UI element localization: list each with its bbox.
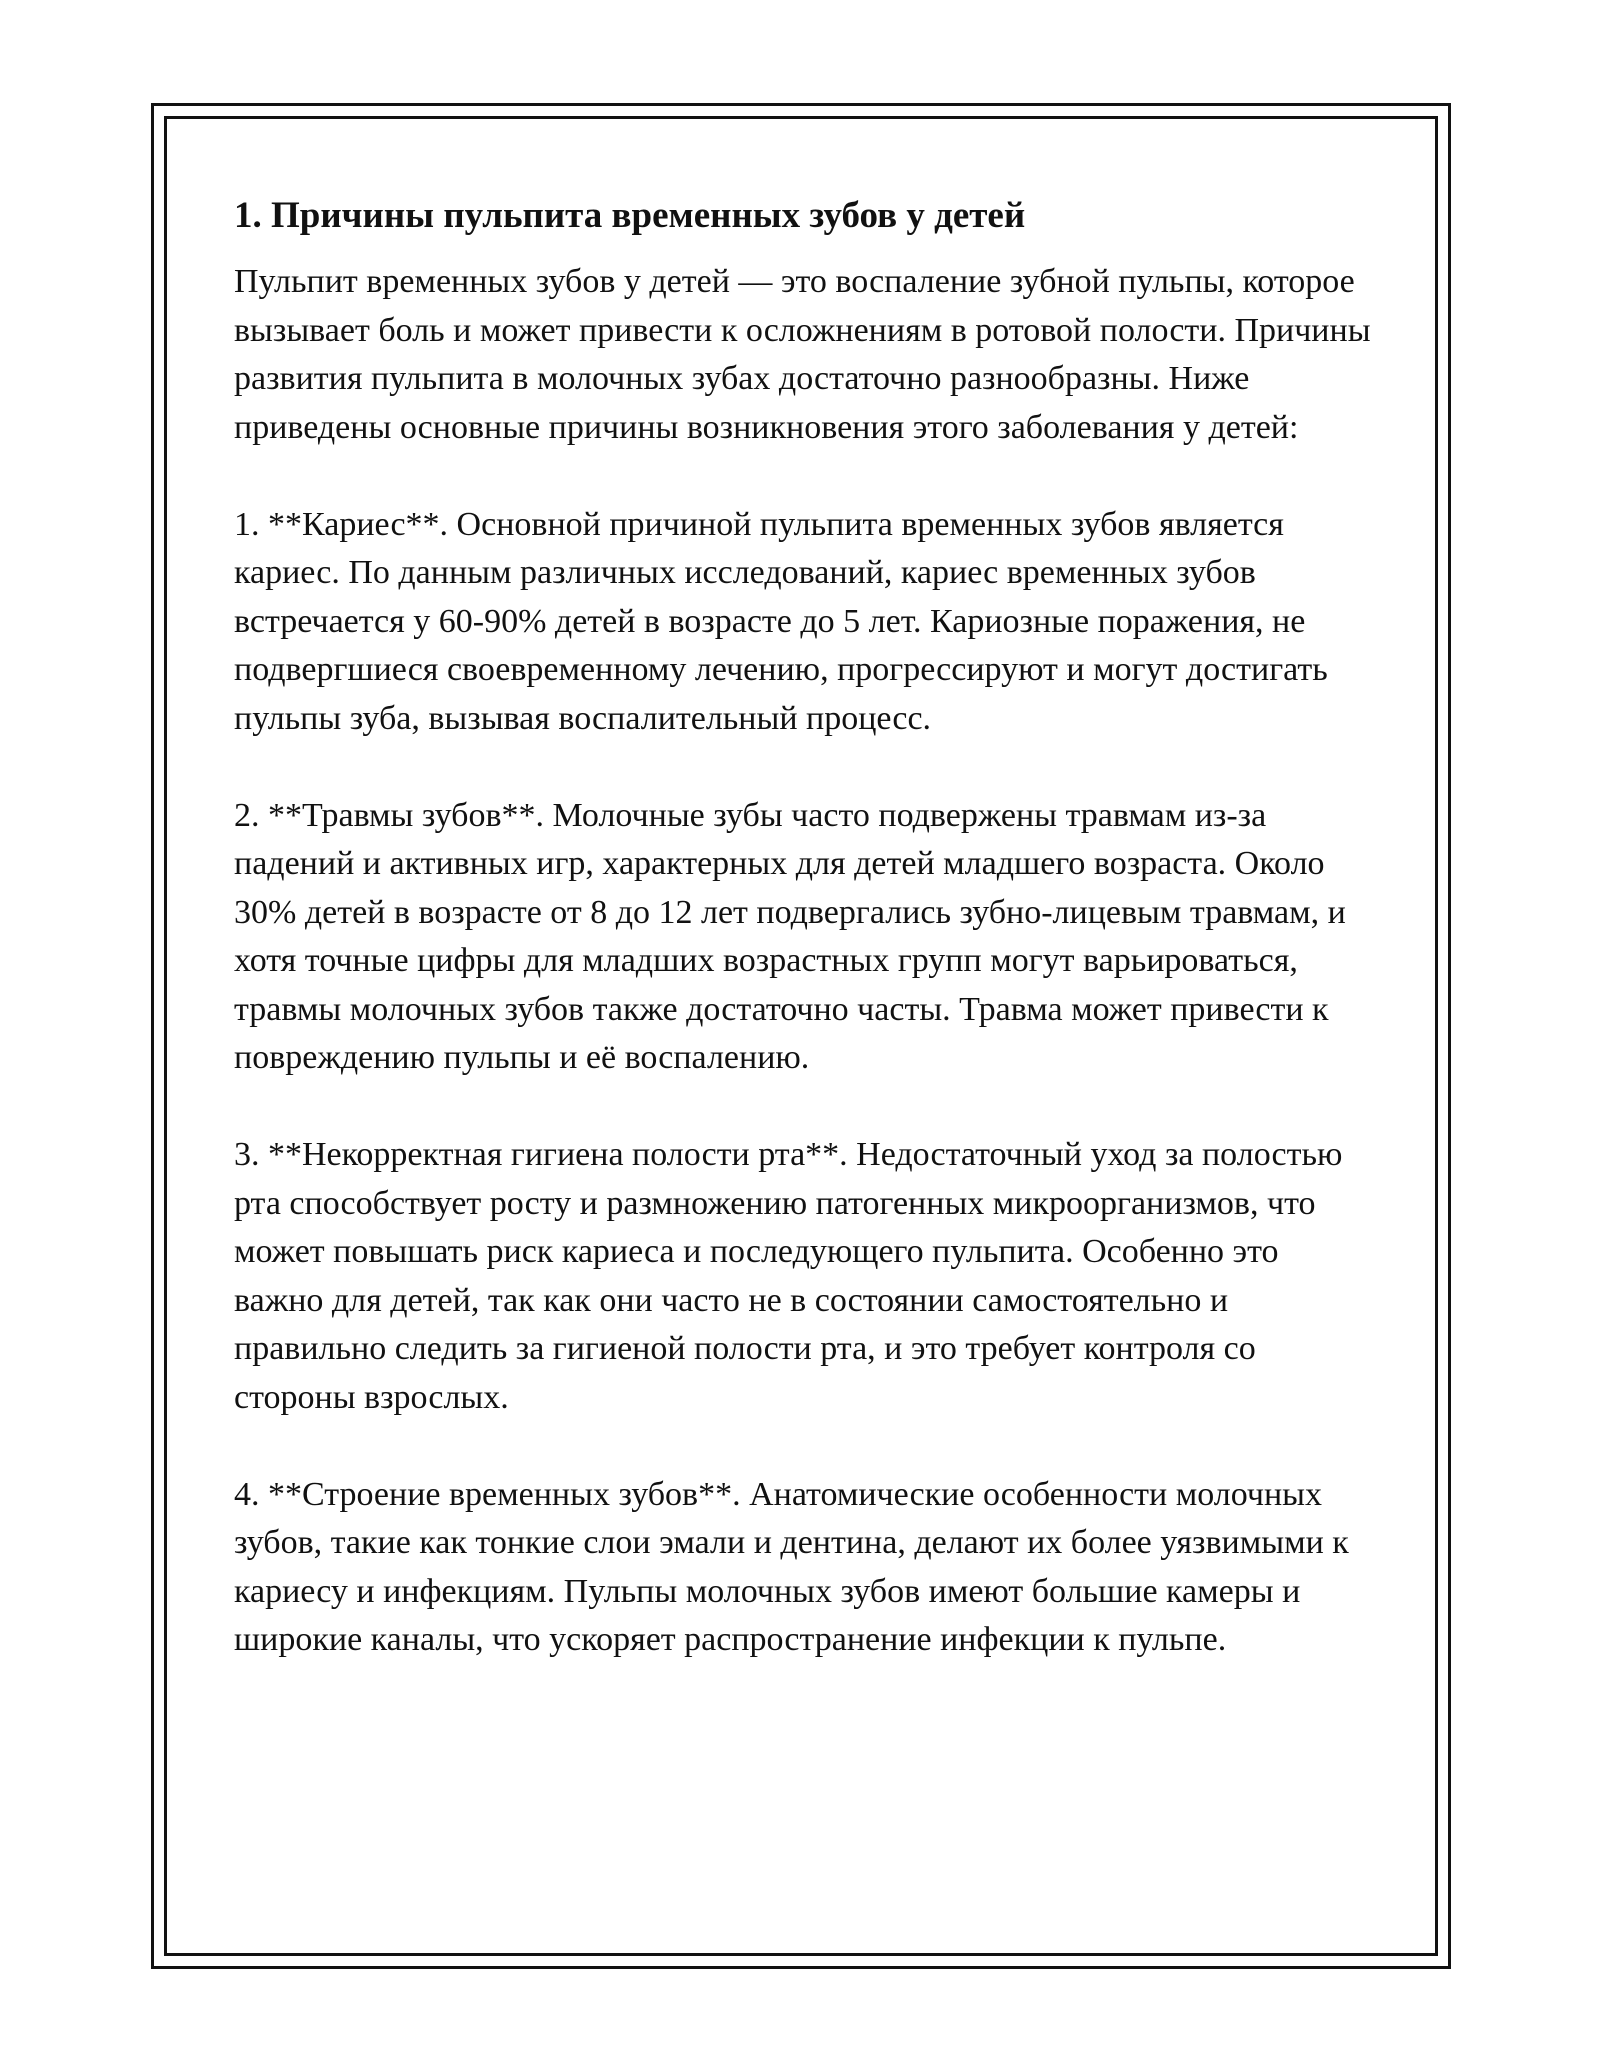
cause-hygiene-paragraph: 3. **Некорректная гигиена полости рта**. Недостаточный уход за полостью рта способствует росту и размножению патогенных микроорганизмов, что может повышать риск кариеса и последующего пульпита. Особенно это важно для детей, так как они часто не в состоянии самостоятельно и правильно следить за гигиеной полости рта, и это требует контроля со стороны взрослых.: [234, 1136, 1343, 1416]
cause-trauma-paragraph: 2. **Травмы зубов**. Молочные зубы часто подвержены травмам из-за падений и активных игр, характерных для детей младшего возраста. Около 30% детей в возрасте от 8 до 12 лет подвергались зубно-лицевым травмам, и хотя точные цифры для младших возрастных групп могут варьироваться, травмы молочных зубов также достаточно часты. Травма может привести к повреждению пульпы и её воспалению.: [234, 796, 1346, 1076]
document-body: [234, 190, 1374, 1665]
cause-caries-paragraph: 1. **Кариес**. Основной причиной пульпита временных зубов является кариес. По данным различных исследований, кариес временных зубов встречается у 60-90% детей в возрасте до 5 лет. Кариозные поражения, не подвергшиеся своевременному лечению, прогрессируют и могут достигать пульпы зуба, вызывая воспалительный процесс.: [234, 505, 1328, 737]
intro-paragraph: Пульпит временных зубов у детей — это воспаление зубной пульпы, которое вызывает боль и может привести к осложнениям в ротовой полости. Причины развития пульпита в молочных зубах достаточно разнообразны. Ниже приведены основные причины возникновения этого заболевания у детей:: [234, 263, 1371, 446]
cause-tooth-structure-paragraph: 4. **Строение временных зубов**. Анатомические особенности молочных зубов, такие как тонкие слои эмали и дентина, делают их более уязвимыми к кариесу и инфекциям. Пульпы молочных зубов имеют большие камеры и широкие каналы, что ускоряет распространение инфекции к пульпе.: [234, 1475, 1349, 1658]
section-heading: 1. Причины пульпита временных зубов у детей: [234, 195, 1026, 236]
